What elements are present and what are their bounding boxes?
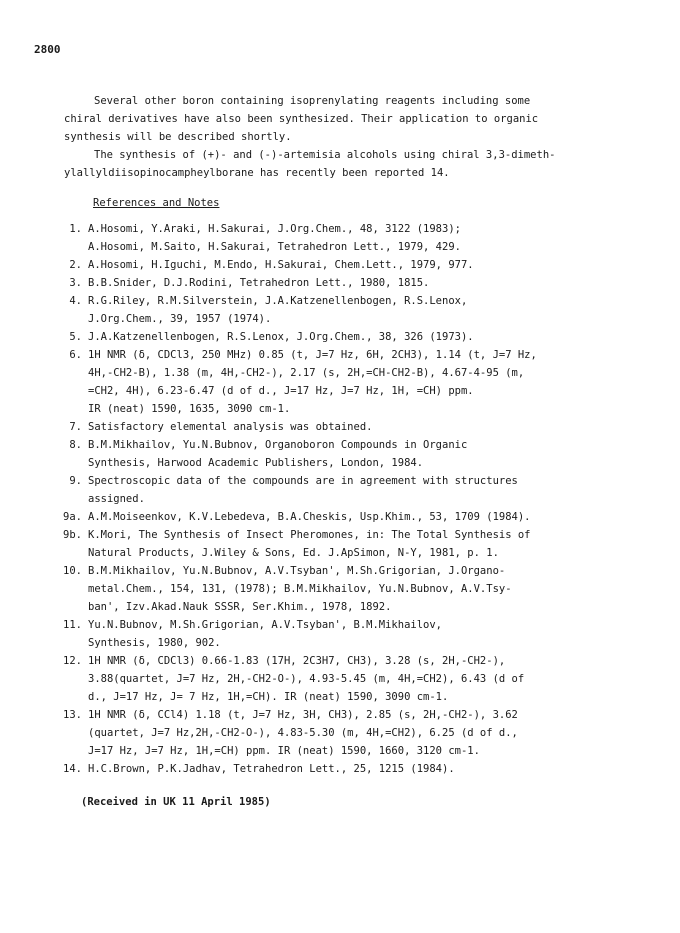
reference-number: 11.	[63, 619, 82, 631]
reference-line: R.G.Riley, R.M.Silverstein, J.A.Katzenellenbogen, R.S.Lenox,	[88, 295, 468, 307]
reference-text	[88, 418, 650, 436]
reference-item	[30, 220, 650, 256]
reference-item	[30, 706, 650, 760]
reference-text	[88, 652, 650, 706]
reference-item	[30, 346, 650, 418]
references-heading: References and Notes	[93, 197, 220, 209]
reference-line: Synthesis, Harwood Academic Publishers, London, 1984.	[88, 457, 424, 469]
reference-item	[30, 256, 650, 274]
reference-line: =CH2, 4H), 6.23-6.47 (d of d., J=17 Hz, J=7 Hz, 1H, =CH) ppm.	[88, 385, 474, 397]
reference-number: 1.	[69, 223, 82, 235]
reference-number: 14.	[63, 763, 82, 775]
reference-item	[30, 436, 650, 472]
reference-line: (quartet, J=7 Hz,2H,-CH2-O-), 4.83-5.30 (m, 4H,=CH2), 6.25 (d of d.,	[88, 727, 518, 739]
reference-line: J=17 Hz, J=7 Hz, 1H,=CH) ppm. IR (neat) 1590, 1660, 3120 cm-1.	[88, 745, 480, 757]
reference-line: 1H NMR (δ, CCl4) 1.18 (t, J=7 Hz, 3H, CH3), 2.85 (s, 2H,-CH2-), 3.62	[88, 709, 518, 721]
reference-number: 4.	[69, 295, 82, 307]
received-date: (Received in UK 11 April 1985)	[81, 796, 271, 808]
reference-text	[88, 562, 650, 616]
paragraph-line: Several other boron containing isoprenylating reagents including some	[94, 95, 531, 107]
reference-text	[88, 526, 650, 562]
reference-number: 9b.	[63, 529, 82, 541]
reference-item	[30, 526, 650, 562]
reference-item	[30, 760, 650, 778]
reference-line: J.Org.Chem., 39, 1957 (1974).	[88, 313, 272, 325]
reference-line: metal.Chem., 154, 131, (1978); B.M.Mikhailov, Yu.N.Bubnov, A.V.Tsy-	[88, 583, 512, 595]
reference-number: 8.	[69, 439, 82, 451]
reference-text	[88, 346, 650, 418]
paragraph-line: synthesis will be described shortly.	[64, 131, 292, 143]
reference-item	[30, 328, 650, 346]
reference-number: 6.	[69, 349, 82, 361]
reference-item	[30, 292, 650, 328]
reference-text	[88, 292, 650, 328]
reference-line: A.M.Moiseenkov, K.V.Lebedeva, B.A.Cheskis, Usp.Khim., 53, 1709 (1984).	[88, 511, 531, 523]
reference-text	[88, 436, 650, 472]
reference-line: Natural Products, J.Wiley & Sons, Ed. J.ApSimon, N-Y, 1981, p. 1.	[88, 547, 499, 559]
reference-line: A.Hosomi, H.Iguchi, M.Endo, H.Sakurai, Chem.Lett., 1979, 977.	[88, 259, 474, 271]
reference-text	[88, 706, 650, 760]
reference-line: Spectroscopic data of the compounds are in agreement with structures	[88, 475, 518, 487]
reference-line: assigned.	[88, 493, 145, 505]
reference-text	[88, 508, 650, 526]
reference-line: A.Hosomi, M.Saito, H.Sakurai, Tetrahedron Lett., 1979, 429.	[88, 241, 461, 253]
reference-text	[88, 760, 650, 778]
reference-line: J.A.Katzenellenbogen, R.S.Lenox, J.Org.Chem., 38, 326 (1973).	[88, 331, 474, 343]
reference-item	[30, 652, 650, 706]
reference-text	[88, 256, 650, 274]
reference-line: Satisfactory elemental analysis was obtained.	[88, 421, 373, 433]
paragraph-line: ylallyldiisopinocampheylborane has recently been reported 14.	[64, 167, 450, 179]
body-paragraph-1	[64, 92, 624, 146]
reference-text	[88, 472, 650, 508]
reference-number: 9a.	[63, 511, 82, 523]
reference-line: IR (neat) 1590, 1635, 3090 cm-1.	[88, 403, 291, 415]
paragraph-line: The synthesis of (+)- and (-)-artemisia alcohols using chiral 3,3-dimeth-	[94, 149, 556, 161]
reference-item	[30, 472, 650, 508]
reference-line: H.C.Brown, P.K.Jadhav, Tetrahedron Lett., 25, 1215 (1984).	[88, 763, 455, 775]
reference-number: 7.	[69, 421, 82, 433]
reference-line: 4H,-CH2-B), 1.38 (m, 4H,-CH2-), 2.17 (s, 2H,=CH-CH2-B), 4.67-4-95 (m,	[88, 367, 525, 379]
reference-number: 13.	[63, 709, 82, 721]
reference-number: 10.	[63, 565, 82, 577]
reference-item	[30, 274, 650, 292]
reference-text	[88, 616, 650, 652]
reference-line: Synthesis, 1980, 902.	[88, 637, 221, 649]
reference-item	[30, 418, 650, 436]
reference-text	[88, 328, 650, 346]
reference-line: K.Mori, The Synthesis of Insect Pheromones, in: The Total Synthesis of	[88, 529, 531, 541]
reference-number: 9.	[69, 475, 82, 487]
reference-number: 5.	[69, 331, 82, 343]
references-list	[30, 220, 650, 778]
body-paragraph-2	[64, 146, 624, 182]
reference-line: 1H NMR (δ, CDCl3) 0.66-1.83 (17H, 2C3H7, CH3), 3.28 (s, 2H,-CH2-),	[88, 655, 506, 667]
reference-text	[88, 274, 650, 292]
reference-line: Yu.N.Bubnov, M.Sh.Grigorian, A.V.Tsyban', B.M.Mikhailov,	[88, 619, 443, 631]
reference-line: 3.88(quartet, J=7 Hz, 2H,-CH2-O-), 4.93-5.45 (m, 4H,=CH2), 6.43 (d of	[88, 673, 525, 685]
reference-text	[88, 220, 650, 256]
reference-line: B.M.Mikhailov, Yu.N.Bubnov, A.V.Tsyban', M.Sh.Grigorian, J.Organo-	[88, 565, 506, 577]
reference-line: ban', Izv.Akad.Nauk SSSR, Ser.Khim., 1978, 1892.	[88, 601, 392, 613]
reference-item	[30, 616, 650, 652]
page-number: 2800	[34, 43, 61, 56]
reference-item	[30, 562, 650, 616]
reference-number: 12.	[63, 655, 82, 667]
reference-number: 2.	[69, 259, 82, 271]
reference-line: B.M.Mikhailov, Yu.N.Bubnov, Organoboron Compounds in Organic	[88, 439, 468, 451]
reference-line: d., J=17 Hz, J= 7 Hz, 1H,=CH). IR (neat) 1590, 3090 cm-1.	[88, 691, 449, 703]
reference-number: 3.	[69, 277, 82, 289]
reference-line: 1H NMR (δ, CDCl3, 250 MHz) 0.85 (t, J=7 Hz, 6H, 2CH3), 1.14 (t, J=7 Hz,	[88, 349, 537, 361]
reference-item	[30, 508, 650, 526]
reference-line: B.B.Snider, D.J.Rodini, Tetrahedron Lett., 1980, 1815.	[88, 277, 430, 289]
paragraph-line: chiral derivatives have also been synthesized. Their application to organic	[64, 113, 539, 125]
reference-line: A.Hosomi, Y.Araki, H.Sakurai, J.Org.Chem., 48, 3122 (1983);	[88, 223, 461, 235]
